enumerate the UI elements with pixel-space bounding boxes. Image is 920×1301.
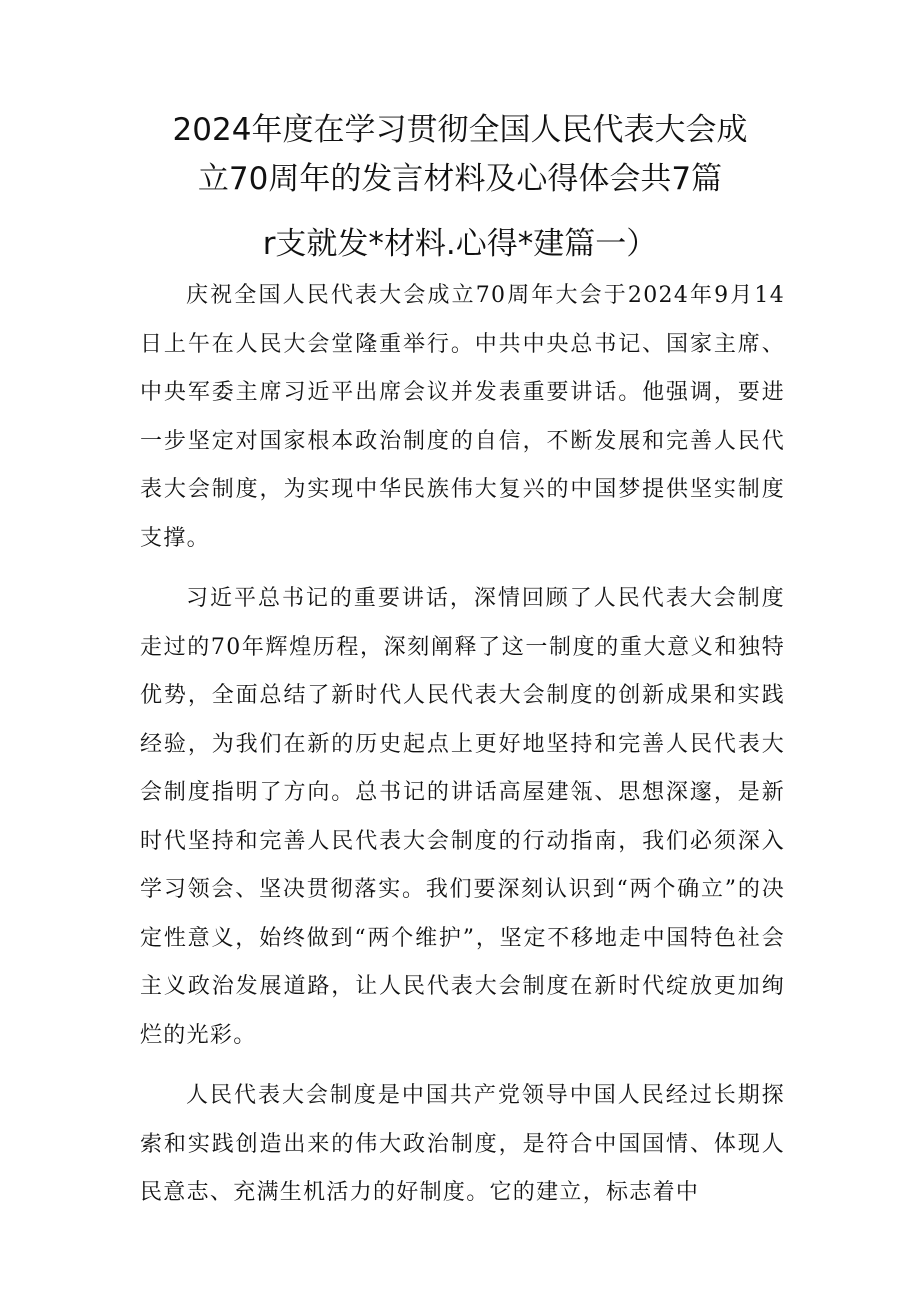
document-title-line-2: 立70周年的发言材料及心得体会共7篇 — [197, 161, 723, 197]
document-title-line-1: 2024年度在学习贯彻全国人民代表大会成 — [172, 112, 748, 148]
paragraph-1: 庆祝全国人民代表大会成立70周年大会于2024年9月14日上午在人民大会堂隆重举行。中共中央总书记、国家主席、中央军委主席习近平出席会议并发表重要讲话。他强调，要进一步坚定对国家根本政治制度的自信，不断发展和完善人民代表大会制度，为实现中华民族伟大复兴的中国梦提供坚实制度支撑。 — [140, 283, 785, 551]
document-subtitle: r支就发*材料.心得*建篇一） — [262, 226, 658, 262]
document-body — [140, 272, 785, 1218]
paragraph-2: 习近平总书记的重要讲话，深情回顾了人民代表大会制度走过的70年辉煌历程，深刻阐释了这一制度的重大意义和独特优势，全面总结了新时代人民代表大会制度的创新成果和实践经验，为我们在新的历史起点上更好地坚持和完善人民代表大会制度指明了方向。总书记的讲话高屋建瓴、思想深邃，是新时代坚持和完善人民代表大会制度的行动指南，我们必须深入学习领会、坚决贯彻落实。我们要深刻认识到“两个确立”的决定性意义，始终做到“两个维护”，坚定不移地走中国特色社会主义政治发展道路，让人民代表大会制度在新时代绽放更加绚烂的光彩。 — [140, 586, 785, 1048]
paragraph-3: 人民代表大会制度是中国共产党领导中国人民经过长期探索和实践创造出来的伟大政治制度，是符合中国国情、体现人民意志、充满生机活力的好制度。它的建立，标志着中 — [140, 1083, 785, 1205]
